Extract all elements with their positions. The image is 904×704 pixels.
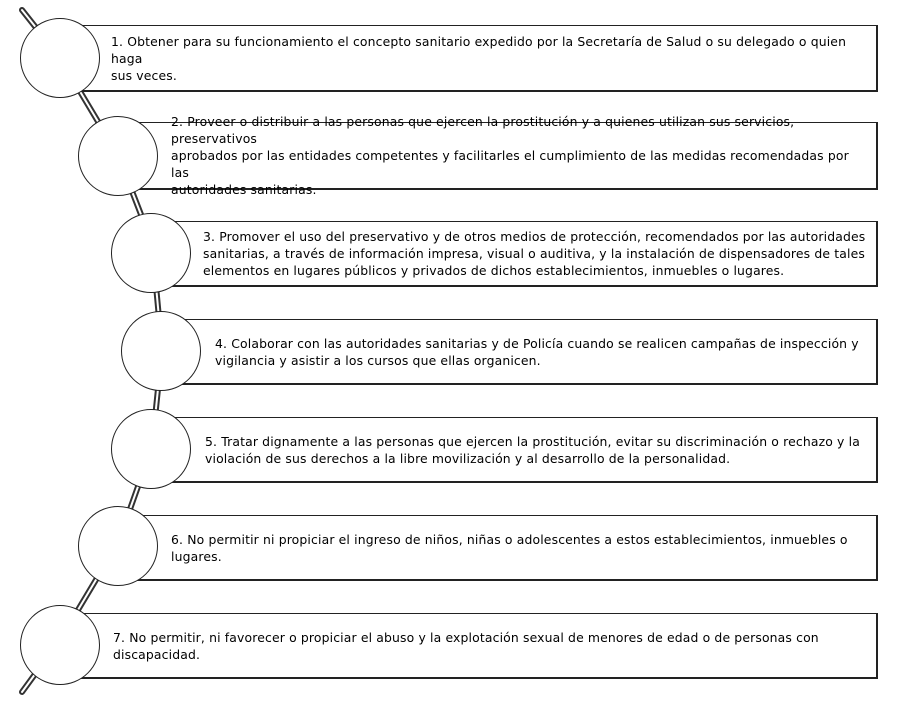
step-4-box: [178, 319, 878, 385]
step-3-box: [168, 221, 878, 287]
step-1-box: [78, 25, 878, 92]
step-7-circle: [20, 605, 100, 685]
step-3-text: 3. Promover el uso del preservativo y de otros medios de protección, recomendados por las autoridades sanitarias, a través de información impresa, visual o auditiva, y la instalación de dispensadores de tales elementos en lugares públicos y privados de dichos establecimientos, inmuebles o lugares.: [203, 229, 866, 278]
step-4-circle: [121, 311, 201, 391]
step-6-circle: [78, 506, 158, 586]
step-5-text: 5. Tratar dignamente a las personas que ejercen la prostitución, evitar su discriminación o rechazo y la violación de sus derechos a la libre movilización y al desarrollo de la personalidad.: [205, 433, 860, 466]
step-6-box: [134, 515, 878, 581]
step-7-box: [78, 613, 878, 679]
step-1-circle: [20, 18, 100, 98]
step-4-text: 4. Colaborar con las autoridades sanitarias y de Policía cuando se realicen campañas de inspección y vigilancia y asistir a los cursos que ellas organicen.: [215, 335, 859, 368]
step-2-box: [134, 114, 878, 197]
step-2-circle: [78, 116, 158, 196]
step-3-circle: [111, 213, 191, 293]
step-2-text: 2. Proveer o distribuir a las personas que ejercen la prostitución y a quienes utilizan sus servicios, preservativos aprobados por las entidades competentes y facilitarles el cumplimiento de las medidas recomendadas por las autoridades sanitarias.: [171, 114, 849, 197]
step-5-box: [168, 417, 878, 483]
step-5-circle: [111, 409, 191, 489]
step-1-text: 1. Obtener para su funcionamiento el concepto sanitario expedido por la Secretaría de Salud o su delegado o quien haga sus veces.: [111, 33, 847, 83]
step-7-text: 7. No permitir, ni favorecer o propiciar el abuso y la explotación sexual de menores de edad o de personas con discapacidad.: [113, 629, 819, 662]
step-6-text: 6. No permitir ni propiciar el ingreso de niños, niñas o adolescentes a estos establecimientos, inmuebles o lugares.: [171, 531, 848, 564]
